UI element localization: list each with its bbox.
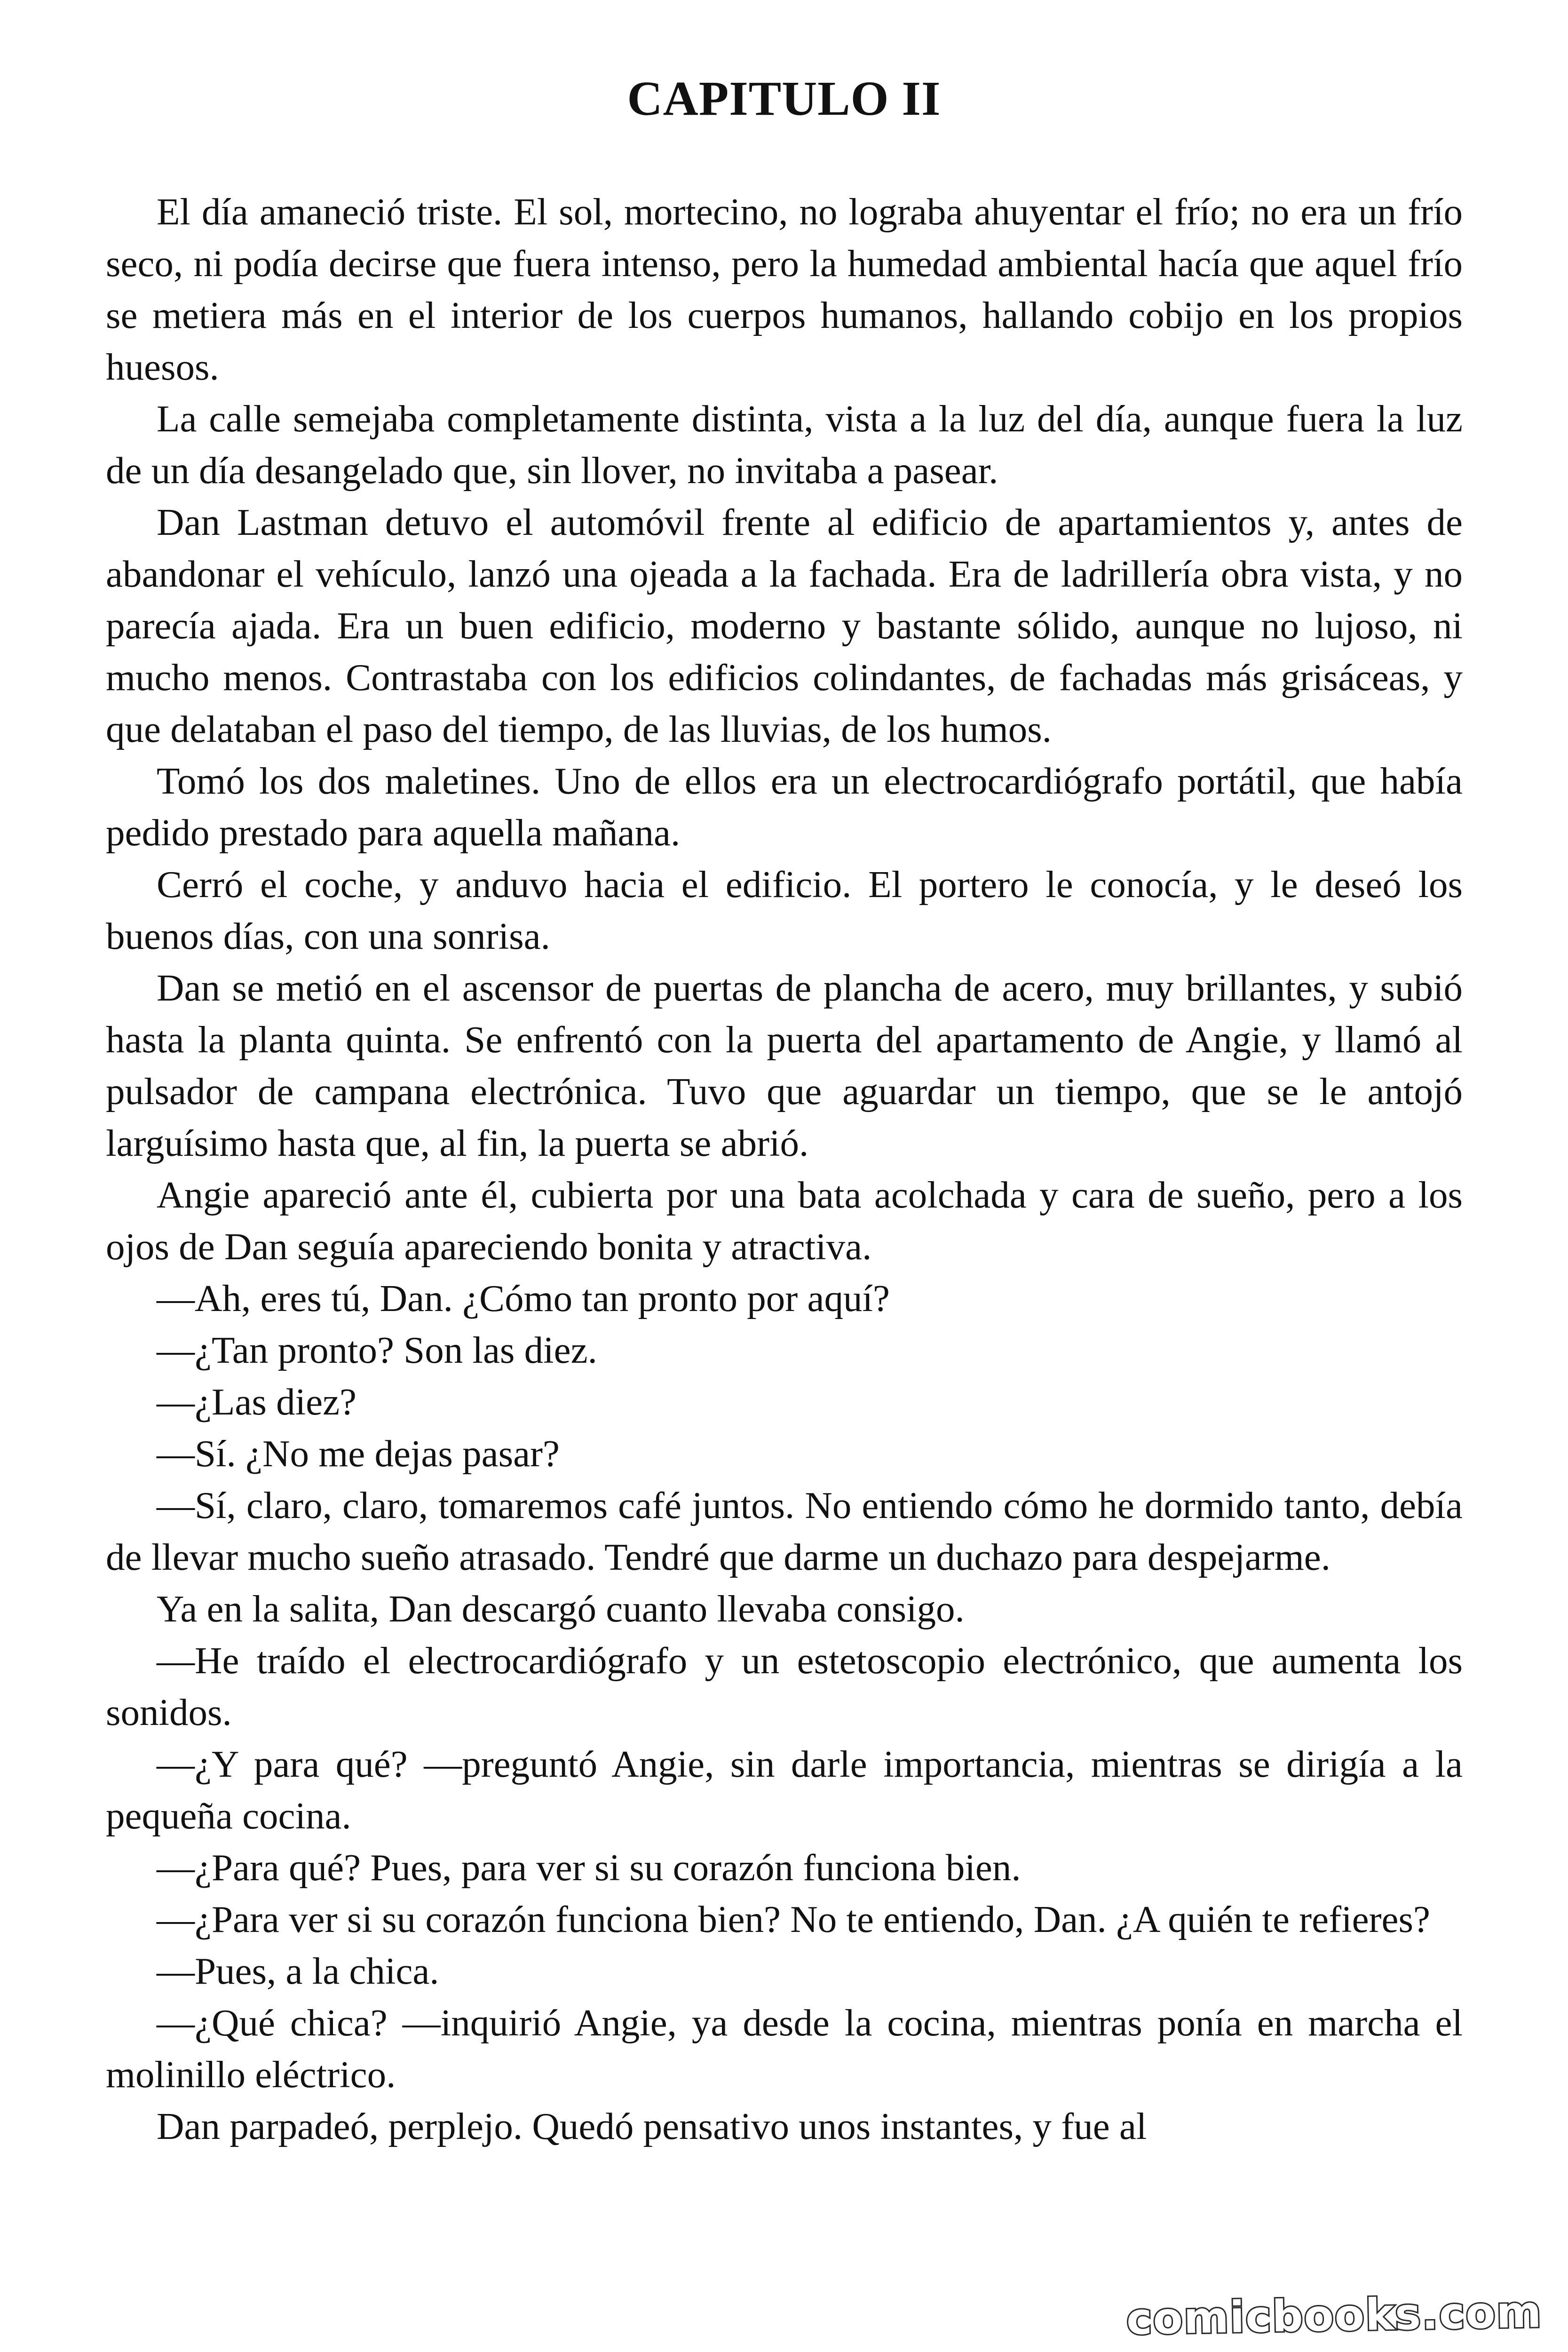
dialogue-line: —Pues, a la chica. [157,1950,439,1992]
paragraph: Cerró el coche, y anduvo hacia el edificio. El portero le conocía, y le deseó los buenos días, con una sonrisa. [106,863,1463,957]
body-text [106,186,1463,2152]
paragraph: Dan Lastman detuvo el automóvil frente al edificio de apartamientos y, antes de abandonar el vehículo, lanzó una ojeada a la fachada. Era de ladrillería obra vista, y no parecía ajada. Era un buen edificio, moderno y bastante sólido, aunque no lujoso, ni mucho menos. Contrastaba con los edificios colindantes, de fachadas más grisáceas, y que delataban el paso del tiempo, de las lluvias, de los humos. [106,501,1463,750]
dialogue-line: —Sí. ¿No me dejas pasar? [157,1432,560,1475]
dialogue-line: —Sí, claro, claro, tomaremos café juntos. No entiendo cómo he dormido tanto, debía de llevar mucho sueño atrasado. Tendré que darme un duchazo para despejarme. [106,1484,1463,1578]
paragraph: La calle semejaba completamente distinta, vista a la luz del día, aunque fuera la luz de un día desangelado que, sin llover, no invitaba a pasear. [106,397,1463,492]
dialogue-line: —Ah, eres tú, Dan. ¿Cómo tan pronto por aquí? [157,1277,890,1319]
dialogue-line: —He traído el electrocardiógrafo y un estetoscopio electrónico, que aumenta los sonidos. [106,1639,1463,1733]
dialogue-line: —¿Tan pronto? Son las diez. [157,1329,597,1371]
paragraph: Angie apareció ante él, cubierta por una bata acolchada y cara de sueño, pero a los ojos de Dan seguía apareciendo bonita y atractiva. [106,1174,1463,1268]
dialogue-line: —¿Para ver si su corazón funciona bien? No te entiendo, Dan. ¿A quién te refieres? [157,1898,1430,1940]
paragraph: Ya en la salita, Dan descargó cuanto llevaba consigo. [157,1588,965,1630]
dialogue-line: —¿Qué chica? —inquirió Angie, ya desde la cocina, mientras ponía en marcha el molinillo eléctrico. [106,2002,1463,2096]
dialogue-line: —¿Las diez? [157,1381,357,1423]
paragraph: Dan se metió en el ascensor de puertas de plancha de acero, muy brillantes, y subió hasta la planta quinta. Se enfrentó con la puerta del apartamento de Angie, y llamó al pulsador de campana electrónica. Tuvo que aguardar un tiempo, que se le antojó larguísimo hasta que, al fin, la puerta se abrió. [106,967,1463,1164]
paragraph: Tomó los dos maletines. Uno de ellos era un electrocardiógrafo portátil, que había pedido prestado para aquella mañana. [106,760,1463,854]
watermark: comicbooks.com [1125,2287,1543,2344]
dialogue-line: —¿Para qué? Pues, para ver si su corazón funciona bien. [157,1846,1021,1889]
chapter-title: CAPITULO II [627,72,941,126]
paragraph: Dan parpadeó, perplejo. Quedó pensativo unos instantes, y fue al [157,2105,1147,2147]
paragraph: El día amaneció triste. El sol, mortecino, no lograba ahuyentar el frío; no era un frío seco, ni podía decirse que fuera intenso, pero la humedad ambiental hacía que aquel frío se metiera más en el interior de los cuerpos humanos, hallando cobijo en los propios huesos. [106,191,1463,388]
dialogue-line: —¿Y para qué? —preguntó Angie, sin darle importancia, mientras se dirigía a la pequeña cocina. [106,1743,1463,1837]
